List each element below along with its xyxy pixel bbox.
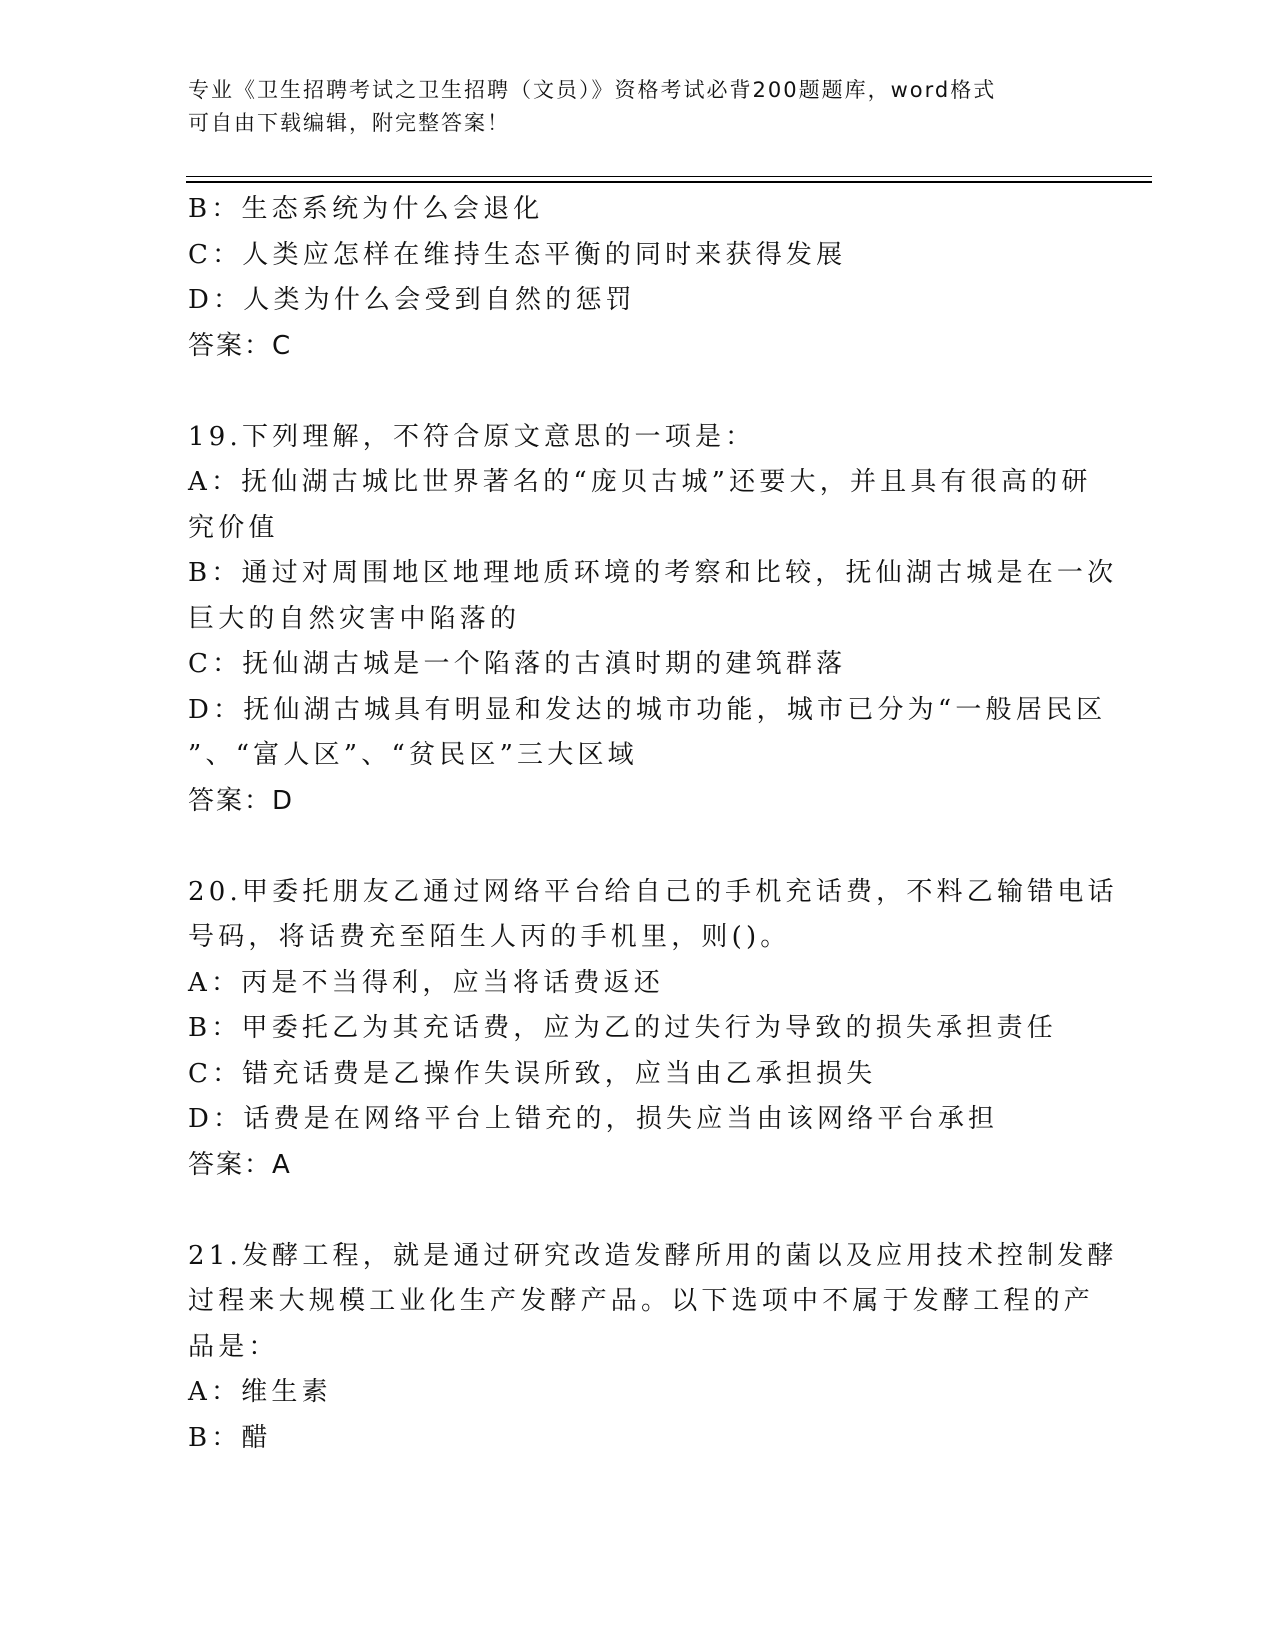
spacer: [188, 824, 1088, 870]
question-content: [188, 187, 1118, 1461]
header-title-line-1: 专业《卫生招聘考试之卫生招聘（文员）》资格考试必背200题题库，word格式: [188, 78, 997, 102]
q20-option-c: C：错充话费是乙操作失误所致，应当由乙承担损失: [188, 1058, 877, 1089]
q19-option-b-line-1: B：通过对周围地区地理地质环境的考察和比较，抚仙湖古城是在一次: [188, 558, 1118, 588]
q20-stem-line-1: 20.甲委托朋友乙通过网络平台给自己的手机充话费，不料乙输错电话: [188, 876, 1118, 907]
q21-stem-line-2: 过程来大规模工业化生产发酵产品。以下选项中不属于发酵工程的产: [188, 1286, 1095, 1316]
q20-option-a: A：丙是不当得利，应当将话费返还: [188, 967, 664, 998]
q20-stem-line-2: 号码，将话费充至陌生人丙的手机里，则()。: [188, 922, 791, 952]
question-18-block: [188, 187, 1088, 369]
q19-option-b-line-2: 巨大的自然灾害中陷落的: [188, 603, 521, 634]
q18-option-b: B：生态系统为什么会退化: [188, 194, 544, 224]
q18-option-d: D：人类为什么会受到自然的惩罚: [188, 285, 636, 315]
q21-option-b: B：醋: [188, 1422, 272, 1453]
q19-answer: 答案：D: [188, 785, 295, 816]
header-divider-thin: [186, 176, 1152, 177]
q19-stem: 19.下列理解，不符合原文意思的一项是：: [188, 421, 756, 452]
q18-answer: 答案：C: [188, 330, 293, 361]
q19-option-d-line-2: ”、“富人区”、“贫民区”三大区域: [188, 740, 638, 770]
q19-option-c: C：抚仙湖古城是一个陷落的古滇时期的建筑群落: [188, 649, 847, 679]
q20-option-d: D：话费是在网络平台上错充的，损失应当由该网络平台承担: [188, 1104, 999, 1134]
q18-option-c: C：人类应怎样在维持生态平衡的同时来获得发展: [188, 239, 847, 270]
question-20-block: [188, 870, 1118, 1189]
question-21-block: [188, 1234, 1118, 1462]
q19-option-a-line-1: A：抚仙湖古城比世界著名的“庞贝古城”还要大，并且具有很高的研: [188, 467, 1092, 497]
header-divider-thick: [186, 181, 1152, 183]
q21-option-a: A：维生素: [188, 1377, 332, 1407]
header-title-line-2: 可自由下载编辑，附完整答案！: [188, 111, 510, 135]
q21-stem-line-1: 21.发酵工程，就是通过研究改造发酵所用的菌以及应用技术控制发酵: [188, 1240, 1118, 1271]
spacer: [188, 1188, 1088, 1234]
document-header: [188, 74, 1068, 140]
q20-option-b: B：甲委托乙为其充话费，应为乙的过失行为导致的损失承担责任: [188, 1013, 1057, 1043]
q19-option-a-line-2: 究价值: [188, 512, 279, 543]
q20-answer: 答案：A: [188, 1149, 292, 1180]
spacer: [188, 369, 1088, 415]
q19-option-d-line-1: D：抚仙湖古城具有明显和发达的城市功能，城市已分为“一般居民区: [188, 694, 1107, 725]
q21-stem-line-3: 品是：: [188, 1331, 279, 1362]
question-19-block: [188, 415, 1118, 825]
